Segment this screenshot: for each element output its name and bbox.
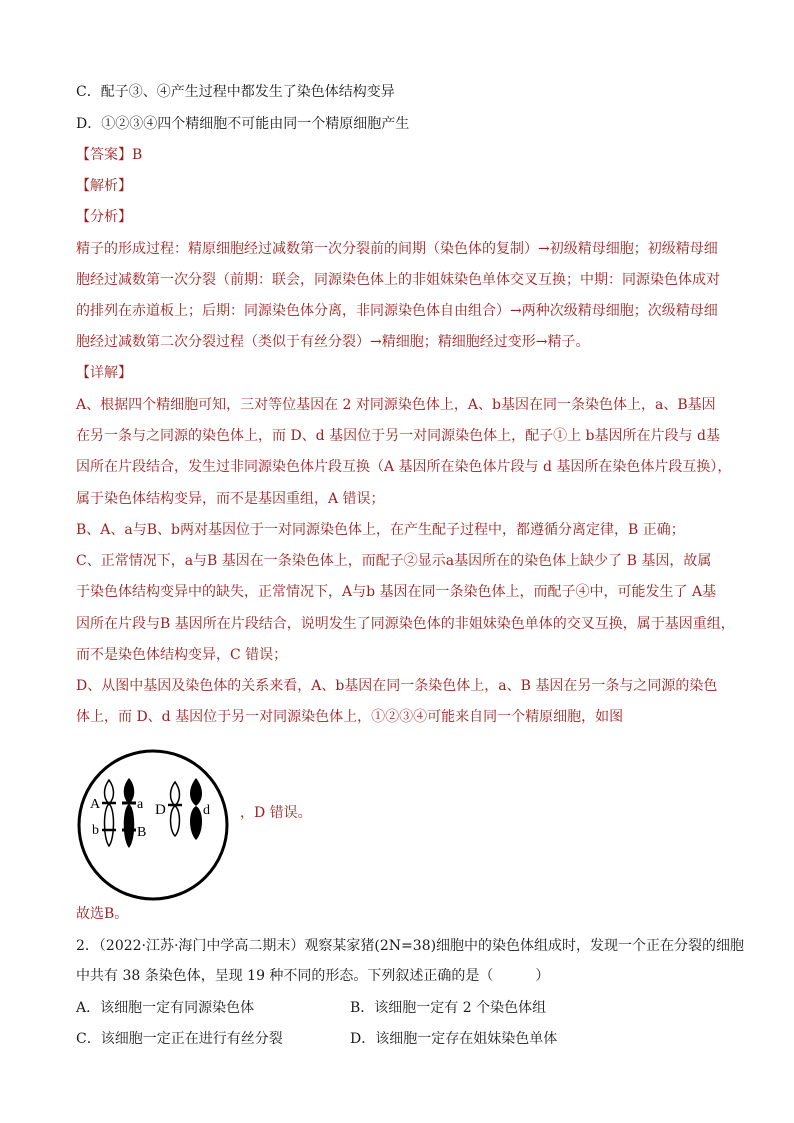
q2-option-a: A．该细胞一定有同源染色体 (76, 1000, 255, 1016)
q2-option-c: C．该细胞一定正在进行有丝分裂 (76, 1031, 283, 1047)
q2-option-d: D．该细胞一定存在姐妹染色单体 (350, 1031, 558, 1047)
detail-c-line-2: 于染色体结构变异中的缺失，正常情况下，A与b 基因在同一条染色体上，而配子④中，可能发生了 A基 (76, 584, 717, 600)
jiexi-heading: 【解析】 (76, 178, 132, 194)
gene-label-D: D (155, 802, 166, 818)
option-c: C．配子③、④产生过程中都发生了染色体结构变异 (76, 84, 395, 100)
analysis-line-1: 精子的形成过程：精原细胞经过减数第一次分裂前的间期（染色体的复制）→初级精母细胞；初级精母细 (76, 241, 718, 257)
gene-label-B: B (137, 825, 147, 840)
detail-c-line-4: 而不是染色体结构变异，C 错误； (76, 647, 288, 663)
detail-c-line-1: C、正常情况下，a与B 基因在一条染色体上，而配子②显示a基因所在的染色体上缺少了 B 基因，故属 (76, 553, 712, 569)
gene-label-b: b (92, 823, 99, 838)
detail-c-line-3: 因所在片段与B 基因所在片段结合，说明发生了同源染色体的非姐妹染色单体的交叉互换，属于基因重组， (76, 616, 735, 632)
fenxi-heading: 【分析】 (76, 209, 132, 225)
detail-d-line-2: 体上，而 D、d 基因位于另一对同源染色体上，①②③④可能来自同一个精原细胞，如图 (76, 709, 624, 725)
detail-a-line-4: 属于染色体结构变异，而不是基因重组，A 错误； (76, 491, 385, 507)
answer-heading: 【答案】B (76, 147, 143, 163)
analysis-line-4: 胞经过减数第二次分裂过程（类似于有丝分裂）→精细胞；精细胞经过变形→精子。 (76, 334, 590, 350)
question-2-line-1: 2．（2022·江苏·海门中学高二期末）观察某家猪(2N=38)细胞中的染色体组成时，发现一个正在分裂的细胞 (76, 938, 745, 954)
figure-caption: ，D 错误。 (240, 805, 312, 821)
gene-label-d: d (203, 803, 210, 818)
detail-a-line-3: 因所在片段结合，发生过非同源染色体片段互换（A 基因所在染色体片段与 d 基因所在染色体片段互换）， (76, 459, 732, 475)
detail-b-line-1: B、A、a与B、b两对基因位于一对同源染色体上，在产生配子过程中，都遵循分离定律，B 正确； (76, 522, 685, 538)
analysis-line-2: 胞经过减数第一次分裂（前期：联会，同源染色体上的非姐妹染色单体交叉互换；中期：同源染色体成对 (76, 272, 720, 288)
xiangjie-heading: 【详解】 (76, 365, 132, 381)
detail-d-line-1: D、从图中基因及染色体的关系来看，A、b基因在同一条染色体上，a、B 基因在另一条与之同源的染色 (76, 678, 718, 694)
q2-option-b: B．该细胞一定有 2 个染色体组 (350, 1000, 547, 1016)
conclusion: 故选B。 (76, 906, 129, 922)
option-d: D．①②③④四个精细胞不可能由同一个精原细胞产生 (76, 116, 410, 132)
analysis-line-3: 的排列在赤道板上；后期：同源染色体分离，非同源染色体自由组合）→两种次级精母细胞；次级精母细 (76, 303, 718, 319)
detail-a-line-1: A、根据四个精细胞可知，三对等位基因在 2 对同源染色体上，A、b基因在同一条染色体上，a、B基因 (76, 397, 716, 413)
detail-a-line-2: 在另一条与之同源的染色体上，而 D、d 基因位于另一对同源染色体上，配子①上 b基因所在片段与 d基 (76, 428, 720, 444)
gene-label-A: A (90, 797, 101, 812)
gene-label-a: a (137, 797, 144, 812)
cell-chromosome-figure (76, 748, 230, 902)
cell-outline (79, 751, 227, 899)
question-2-line-2: 中共有 38 条染色体，呈现 19 种不同的形态。下列叙述正确的是（ ） (76, 968, 550, 984)
